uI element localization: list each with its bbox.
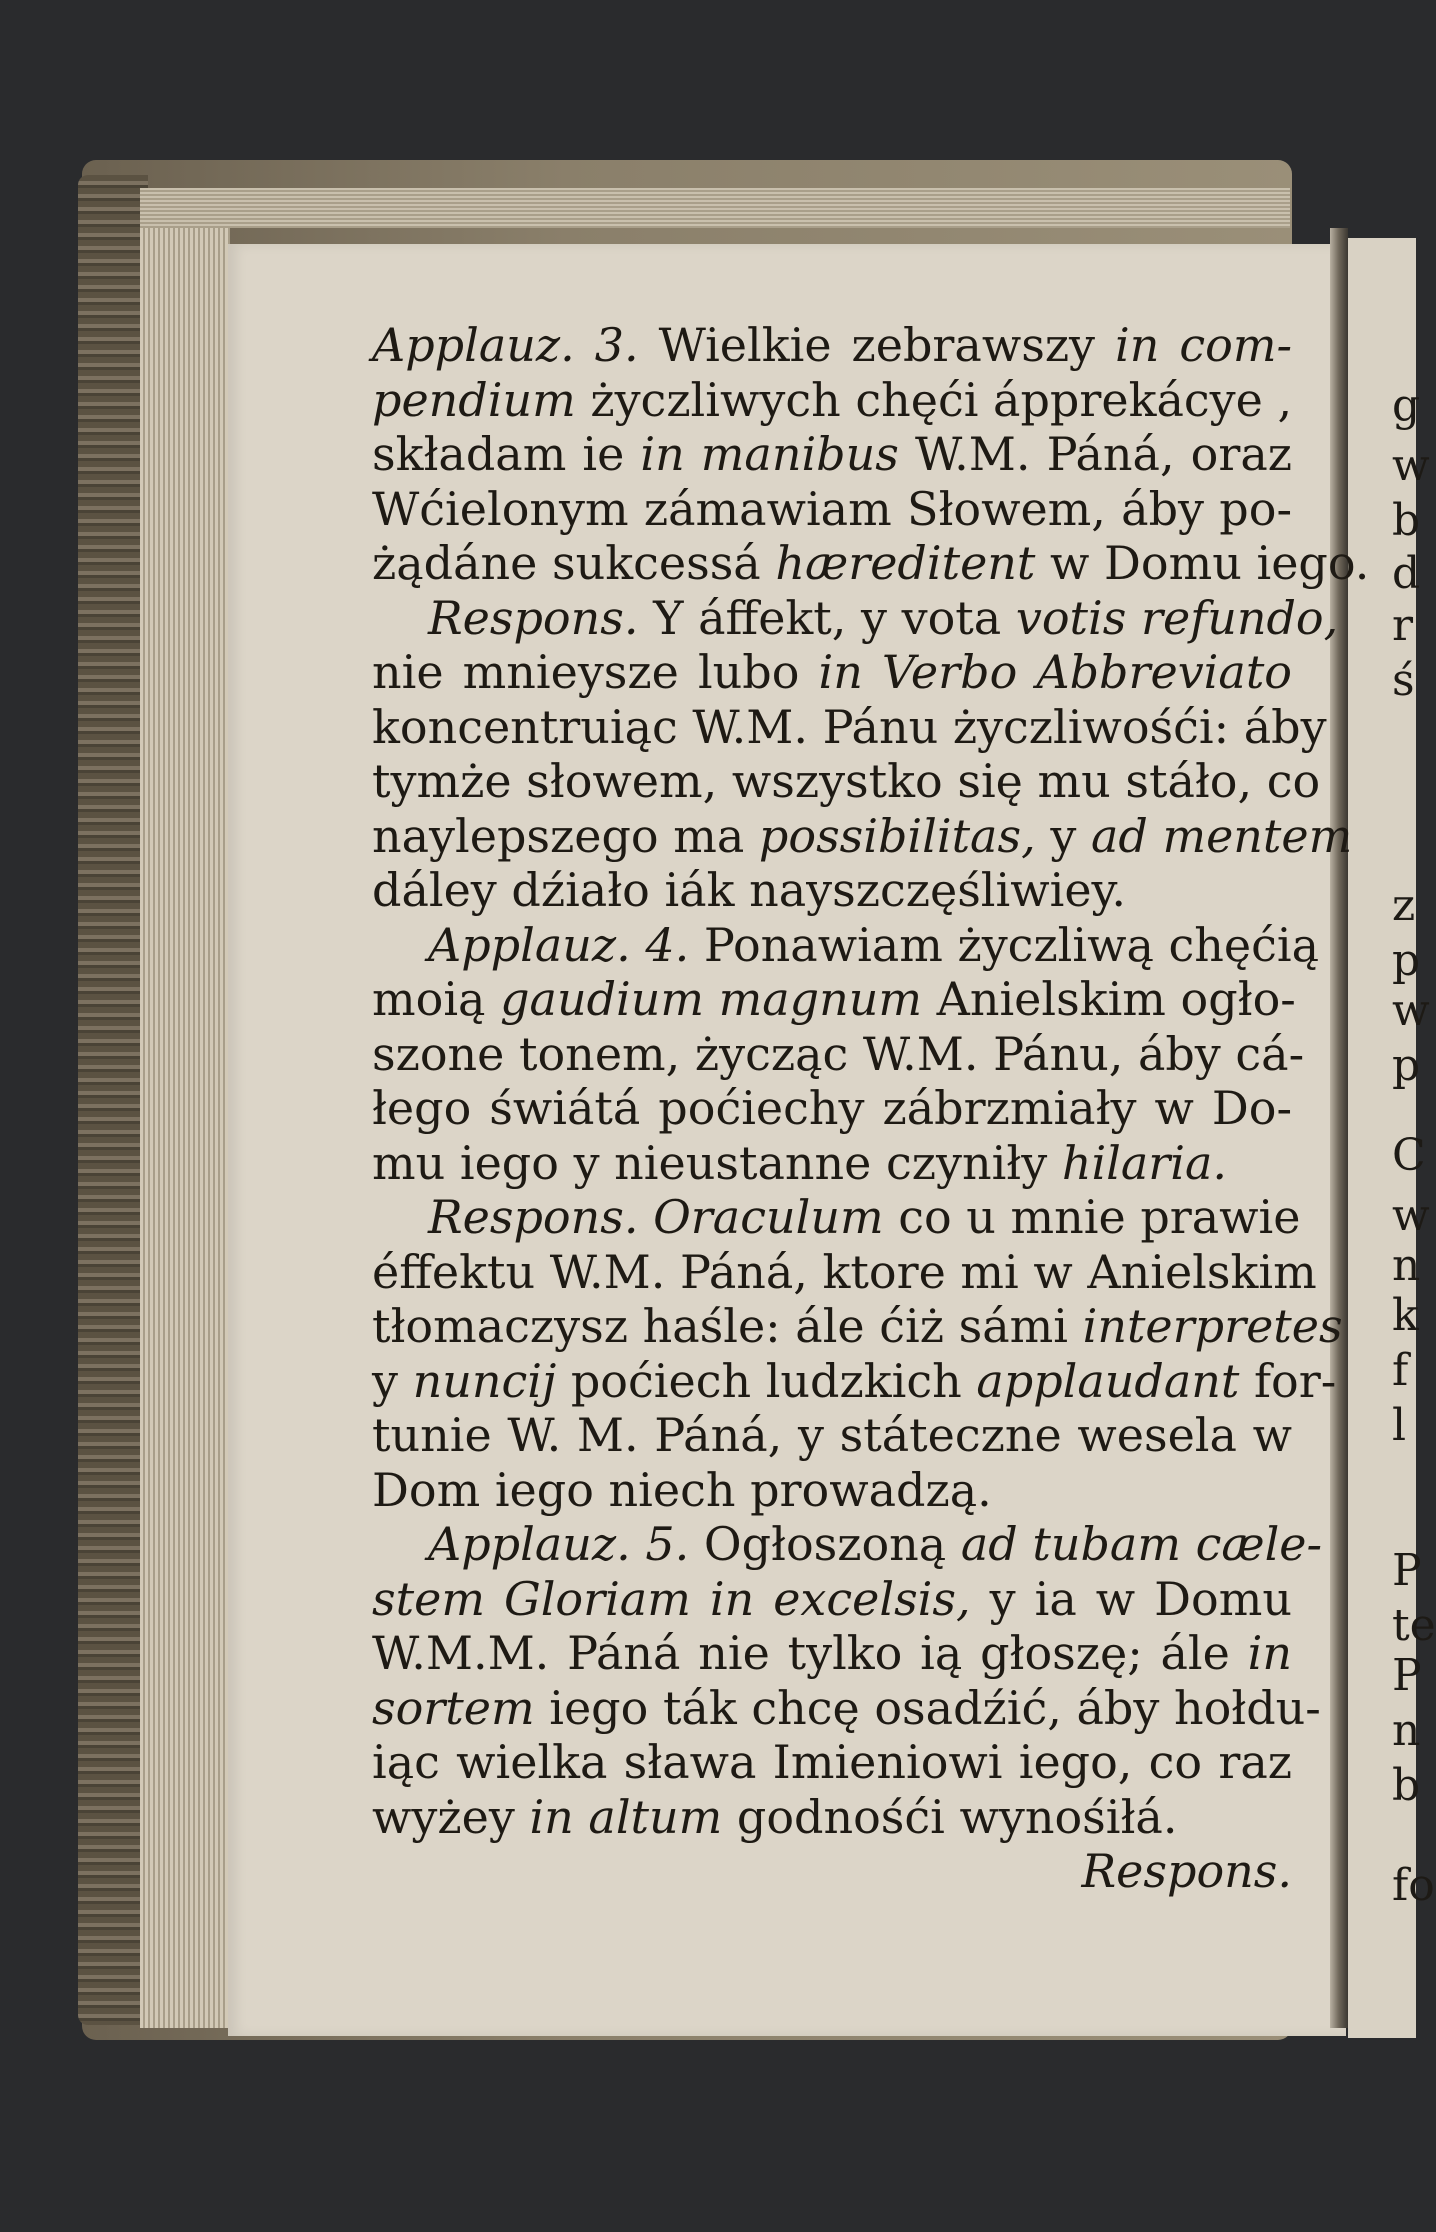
facing-page-letter: l bbox=[1392, 1400, 1407, 1451]
text-line bbox=[372, 373, 1292, 428]
italic-text: Respons. bbox=[428, 1190, 654, 1244]
text-run: Y áffekt, y vota bbox=[653, 590, 1016, 645]
facing-page-letter: b bbox=[1392, 495, 1421, 546]
text-line bbox=[372, 1517, 1323, 1572]
italic-text: votis refundo, bbox=[1015, 590, 1339, 645]
italic-text: sortem bbox=[372, 1680, 550, 1735]
italic-text: possibilitas, bbox=[758, 808, 1051, 863]
text-run: Anielskim ogło- bbox=[936, 972, 1296, 1026]
facing-page-letter: P bbox=[1392, 1650, 1422, 1701]
text-run: moią bbox=[372, 972, 501, 1026]
text-line bbox=[372, 972, 1296, 1027]
facing-page-letter: fo bbox=[1392, 1860, 1435, 1911]
facing-page-letter: ś bbox=[1392, 655, 1415, 706]
italic-text: ad mentem bbox=[1090, 808, 1353, 863]
text-run: łego świátá poćiechy zábrzmiały w Do- bbox=[372, 1081, 1292, 1135]
italic-text: hæreditent bbox=[775, 536, 1051, 590]
text-run: mu iego y nieustanne czyniły bbox=[372, 1135, 1062, 1190]
text-line bbox=[372, 427, 1292, 482]
text-run: koncentruiąc W.M. Pánu życzliwośći: áby bbox=[372, 699, 1327, 754]
italic-text: Applauz. 5. bbox=[428, 1517, 704, 1571]
text-run: życzliwych chęći ápprekácye , bbox=[590, 372, 1293, 427]
text-line bbox=[372, 536, 1370, 591]
facing-page-letter: P bbox=[1392, 1545, 1422, 1596]
italic-text: applaudant bbox=[976, 1353, 1255, 1408]
page-text bbox=[372, 318, 1370, 1899]
book-spine bbox=[78, 175, 148, 2025]
text-run: y ia w Domu bbox=[989, 1571, 1292, 1626]
text-line bbox=[372, 1572, 1292, 1627]
text-line bbox=[372, 863, 1292, 918]
italic-text: interpretes bbox=[1082, 1299, 1343, 1353]
italic-text: Applauz. 4. bbox=[428, 917, 704, 972]
text-run: nie mnieysze lubo bbox=[372, 645, 819, 699]
text-line bbox=[372, 1790, 1292, 1845]
text-run: naylepszego ma bbox=[372, 808, 759, 863]
facing-page-letter: w bbox=[1392, 985, 1430, 1036]
text-run: co u mnie prawie bbox=[898, 1190, 1301, 1244]
italic-text: in Verbo Abbreviato bbox=[818, 645, 1292, 699]
text-run: godnośći wynośiłá. bbox=[736, 1789, 1178, 1844]
facing-page-letter: b bbox=[1392, 1760, 1421, 1811]
text-line bbox=[372, 754, 1321, 809]
text-run: Dom iego niech prowadzą. bbox=[372, 1462, 992, 1517]
text-line bbox=[372, 1408, 1292, 1463]
text-run: Ponawiam życzliwą chęćią bbox=[703, 917, 1320, 972]
text-line bbox=[372, 318, 1292, 373]
text-run: y bbox=[372, 1353, 413, 1408]
text-line bbox=[372, 590, 1339, 646]
italic-text: ad tubam cæle- bbox=[960, 1517, 1323, 1571]
text-line bbox=[372, 1680, 1321, 1736]
italic-text: stem Gloriam in excelsis, bbox=[372, 1571, 990, 1626]
text-line bbox=[372, 1244, 1317, 1300]
italic-text: hilaria. bbox=[1061, 1135, 1228, 1190]
italic-text: Respons. bbox=[428, 590, 654, 645]
text-run: Wćielonym zámawiam Słowem, áby po- bbox=[372, 481, 1292, 536]
italic-text: Applauz. 3. bbox=[372, 318, 659, 372]
facing-page-letter: p bbox=[1392, 1040, 1421, 1091]
facing-page-letter: k bbox=[1392, 1290, 1419, 1341]
text-line bbox=[372, 482, 1292, 537]
page-stack-left bbox=[140, 228, 230, 2028]
text-run: iego ták chcę osadźić, áby hołdu- bbox=[549, 1680, 1321, 1735]
facing-page-letter: r bbox=[1392, 600, 1414, 651]
text-run: iąc wielka sława Imieniowi iego, co raz bbox=[372, 1735, 1292, 1789]
text-line bbox=[372, 1081, 1292, 1136]
italic-text: Oraculum bbox=[653, 1190, 899, 1244]
text-line bbox=[372, 1735, 1292, 1790]
facing-page-letter: w bbox=[1392, 440, 1430, 491]
text-run: éffektu W.M. Páná, ktore mi w Anielskim bbox=[372, 1244, 1317, 1299]
italic-text: nuncij bbox=[412, 1353, 571, 1408]
text-run: żądáne sukcessá bbox=[372, 536, 776, 590]
text-run: Wielkie zebrawszy bbox=[658, 318, 1116, 372]
page-stack-top bbox=[140, 188, 1290, 228]
text-run: składam ie bbox=[372, 427, 641, 481]
facing-page-letter: g bbox=[1392, 380, 1421, 431]
text-run: dáley dźiało iák nayszczęśliwiey. bbox=[372, 863, 1127, 917]
text-line bbox=[372, 1136, 1292, 1191]
italic-text: in manibus bbox=[640, 427, 915, 481]
text-line bbox=[372, 1353, 1337, 1409]
text-run: W.M.M. Páná nie tylko ią głoszę; ále bbox=[372, 1626, 1248, 1680]
facing-page-letter: f bbox=[1392, 1345, 1409, 1396]
italic-text: pendium bbox=[372, 372, 591, 427]
text-run: wyżey bbox=[372, 1789, 530, 1844]
facing-page-letter: n bbox=[1392, 1705, 1421, 1756]
text-run: w Domu iego. bbox=[1050, 536, 1370, 590]
text-line bbox=[372, 1299, 1343, 1354]
text-run: tymże słowem, wszystko się mu stáło, co bbox=[372, 754, 1321, 808]
page-gutter bbox=[1330, 228, 1348, 2028]
text-run: tłomaczysz haśle: ále ćiż sámi bbox=[372, 1299, 1083, 1353]
text-run: poćiech ludzkich bbox=[570, 1353, 977, 1408]
text-line bbox=[372, 917, 1320, 973]
facing-page-letter: p bbox=[1392, 935, 1421, 986]
text-line bbox=[372, 1026, 1305, 1082]
italic-text: gaudium magnum bbox=[500, 972, 937, 1026]
italic-text: in altum bbox=[529, 1789, 737, 1844]
facing-page-letter: te bbox=[1392, 1600, 1436, 1651]
text-line bbox=[372, 699, 1327, 755]
text-line bbox=[372, 1190, 1301, 1245]
italic-text: in bbox=[1247, 1626, 1292, 1680]
text-run: tunie W. M. Páná, y státeczne wesela w bbox=[372, 1408, 1292, 1462]
facing-page-letter: z bbox=[1392, 880, 1416, 931]
text-run: W.M. Páná, oraz bbox=[914, 427, 1292, 481]
italic-text: in com- bbox=[1115, 318, 1292, 372]
text-line bbox=[372, 808, 1353, 864]
facing-page-letter: w bbox=[1392, 1190, 1430, 1241]
text-line bbox=[372, 1626, 1292, 1681]
text-line bbox=[372, 1463, 1292, 1518]
text-run: szone tonem, życząc W.M. Pánu, áby cá- bbox=[372, 1026, 1305, 1081]
facing-page-letter: d bbox=[1392, 548, 1421, 599]
text-run: y bbox=[1050, 808, 1091, 863]
text-line bbox=[372, 645, 1292, 700]
text-run: for- bbox=[1254, 1353, 1337, 1408]
catchword: Respons. bbox=[1081, 1844, 1292, 1898]
facing-page-letter: C bbox=[1392, 1130, 1426, 1181]
facing-page-letter: n bbox=[1392, 1240, 1421, 1291]
text-run: Ogłoszoną bbox=[703, 1517, 961, 1571]
